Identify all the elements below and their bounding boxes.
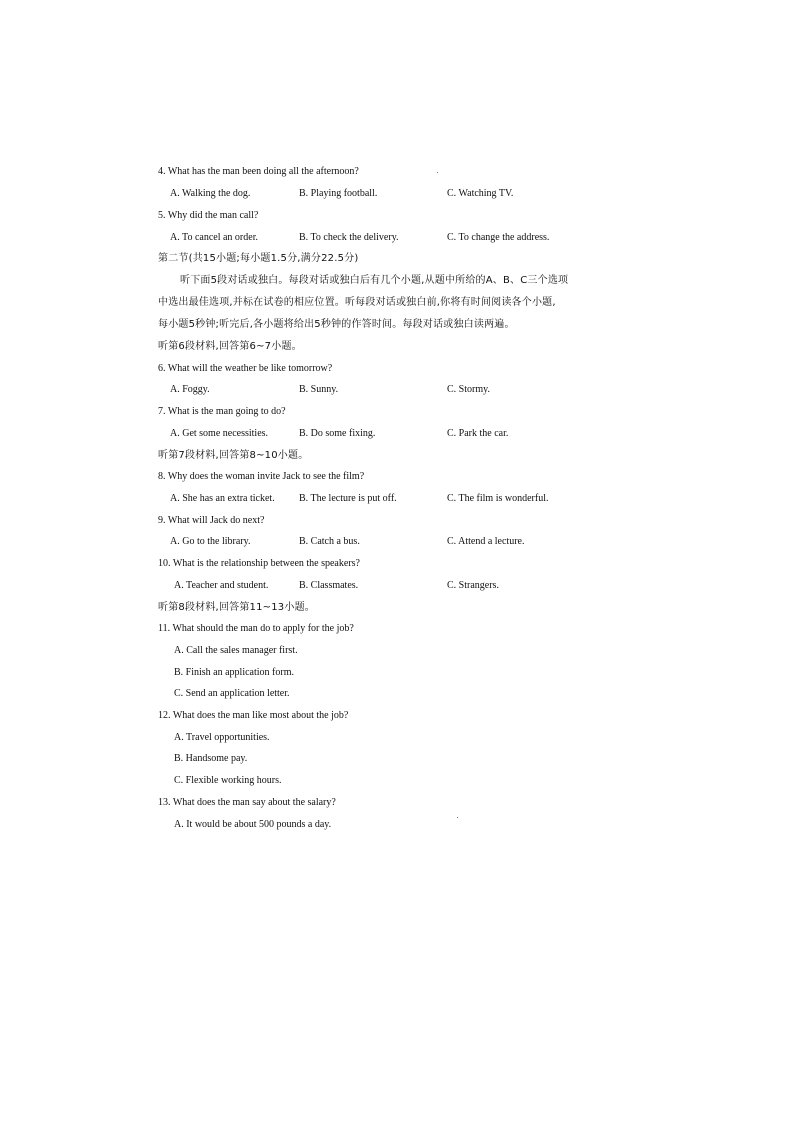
question-7-stem: 7. What is the man going to do? [158,406,286,417]
question-5-option-a: A. To cancel an order. [170,232,258,243]
question-4-option-b: B. Playing football. [299,188,378,199]
question-8-option-a: A. She has an extra ticket. [170,493,275,504]
section-2-heading: 第二节(共15小题;每小题1.5分,满分22.5分) [158,253,359,264]
section-2-instructions-line-3: 每小题5秒钟;听完后,各小题将给出5秒钟的作答时间。每段对话或独白读两遍。 [158,319,515,330]
question-12-option-a: A. Travel opportunities. [174,732,270,743]
question-10-option-a: A. Teacher and student. [174,580,269,591]
question-11-option-a: A. Call the sales manager first. [174,645,298,656]
question-8-option-c: C. The film is wonderful. [447,493,549,504]
question-10-stem: 10. What is the relationship between the speakers? [158,558,360,569]
question-12-stem: 12. What does the man like most about the job? [158,710,349,721]
question-6-option-b: B. Sunny. [299,384,339,395]
question-9-stem: 9. What will Jack do next? [158,515,265,526]
question-9-option-c: C. Attend a lecture. [447,536,525,547]
question-7-option-b: B. Do some fixing. [299,428,376,439]
question-7-option-a: A. Get some necessities. [170,428,269,439]
question-13-stem: 13. What does the man say about the salary? [158,797,336,808]
question-12-option-c: C. Flexible working hours. [174,775,282,786]
question-10-option-c: C. Strangers. [447,580,499,591]
scan-speck [437,172,438,173]
question-6-option-c: C. Stormy. [447,384,490,395]
scan-speck [457,817,458,818]
question-9-option-a: A. Go to the library. [170,536,251,547]
question-4-option-a: A. Walking the dog. [170,188,251,199]
question-9-option-b: B. Catch a bus. [299,536,360,547]
material-7-heading: 听第7段材料,回答第8~10小题。 [158,450,309,461]
question-12-option-b: B. Handsome pay. [174,753,248,764]
question-5-stem: 5. Why did the man call? [158,210,259,221]
question-11-option-b: B. Finish an application form. [174,667,294,678]
question-4-stem: 4. What has the man been doing all the afternoon? [158,166,359,177]
question-6-stem: 6. What will the weather be like tomorrow? [158,363,333,374]
material-8-heading: 听第8段材料,回答第11~13小题。 [158,602,315,613]
question-8-option-b: B. The lecture is put off. [299,493,397,504]
question-11-option-c: C. Send an application letter. [174,688,290,699]
question-4-option-c: C. Watching TV. [447,188,514,199]
question-5-option-c: C. To change the address. [447,232,550,243]
question-8-stem: 8. Why does the woman invite Jack to see the film? [158,471,365,482]
section-2-instructions-line-2: 中选出最佳选项,并标在试卷的相应位置。听每段对话或独白前,你将有时间阅读各个小题, [158,297,556,308]
material-6-heading: 听第6段材料,回答第6~7小题。 [158,341,302,352]
question-6-option-a: A. Foggy. [170,384,210,395]
section-2-instructions-line-1: 听下面5段对话或独白。每段对话或独白后有几个小题,从题中所给的A、B、C三个选项 [180,275,569,286]
question-5-option-b: B. To check the delivery. [299,232,399,243]
question-11-stem: 11. What should the man do to apply for the job? [158,623,354,634]
question-13-option-a: A. It would be about 500 pounds a day. [174,819,332,830]
question-10-option-b: B. Classmates. [299,580,359,591]
question-7-option-c: C. Park the car. [447,428,509,439]
